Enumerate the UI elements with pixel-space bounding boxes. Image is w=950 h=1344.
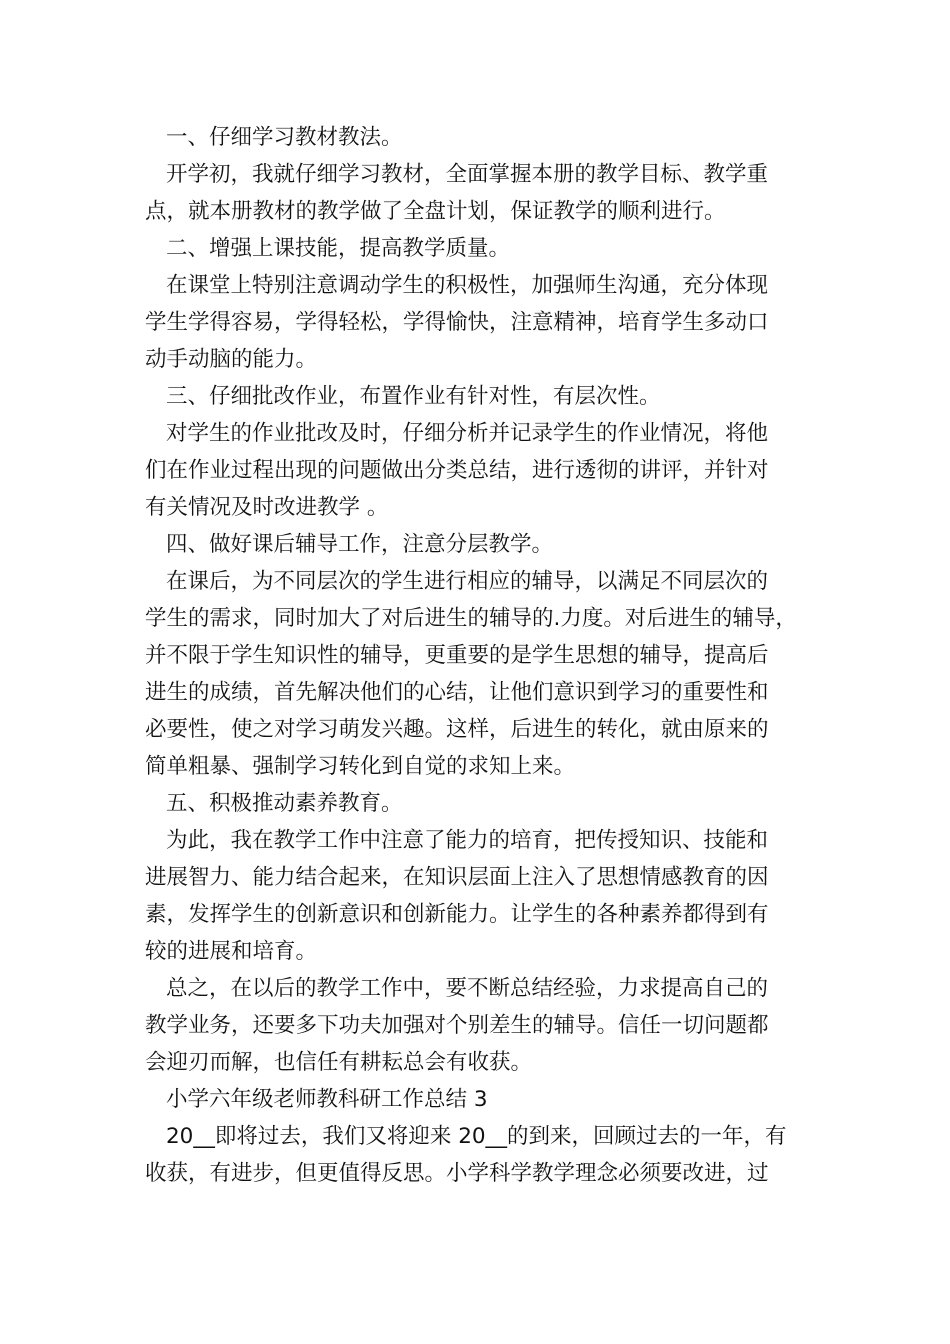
paragraph-line: 简单粗暴、强制学习转化到自觉的求知上来。 xyxy=(145,754,576,779)
section-title: 小学六年级老师教科研工作总结 3 xyxy=(166,1087,488,1112)
paragraph-line: 点，就本册教材的教学做了全盘计划，保证教学的顺利进行。 xyxy=(145,199,726,224)
paragraph-line: 开学初，我就仔细学习教材，全面掌握本册的教学目标、教学重 xyxy=(166,162,769,187)
paragraph-line: 20__即将过去，我们又将迎来 20__的到来，回顾过去的一年，有 xyxy=(166,1124,787,1149)
heading-5: 五、积极推动素养教育。 xyxy=(166,791,403,816)
paragraph-line: 在课堂上特别注意调动学生的积极性，加强师生沟通，充分体现 xyxy=(166,273,769,298)
paragraph-line: 进展智力、能力结合起来，在知识层面上注入了思想情感教育的因 xyxy=(145,865,769,890)
paragraph-line: 们在作业过程出现的问题做出分类总结，进行透彻的讲评，并针对 xyxy=(145,458,769,483)
paragraph-line: 总之，在以后的教学工作中，要不断总结经验，力求提高自己的 xyxy=(166,976,769,1001)
paragraph-line: 较的进展和培育。 xyxy=(145,939,318,964)
paragraph-line: 动手动脑的能力。 xyxy=(145,347,318,372)
paragraph-line: 并不限于学生知识性的辅导，更重要的是学生思想的辅导，提高后 xyxy=(145,643,769,668)
paragraph-line: 有关情况及时改进教学 。 xyxy=(145,495,389,520)
paragraph-line: 素，发挥学生的创新意识和创新能力。让学生的各种素养都得到有 xyxy=(145,902,769,927)
paragraph-line: 教学业务，还要多下功夫加强对个别差生的辅导。信任一切问题都 xyxy=(145,1013,769,1038)
paragraph-line: 收获，有进步，但更值得反思。小学科学教学理念必须要改进，过 xyxy=(145,1161,769,1186)
heading-3: 三、仔细批改作业，布置作业有针对性，有层次性。 xyxy=(166,384,661,409)
paragraph-line: 学生的需求，同时加大了对后进生的辅导的.力度。对后进生的辅导， xyxy=(145,606,797,631)
paragraph-line: 对学生的作业批改及时，仔细分析并记录学生的作业情况，将他 xyxy=(166,421,769,446)
paragraph-line: 在课后，为不同层次的学生进行相应的辅导，以满足不同层次的 xyxy=(166,569,769,594)
paragraph-line: 进生的成绩，首先解决他们的心结，让他们意识到学习的重要性和 xyxy=(145,680,769,705)
paragraph-line: 为此，我在教学工作中注意了能力的培育，把传授知识、技能和 xyxy=(166,828,769,853)
heading-4: 四、做好课后辅导工作，注意分层教学。 xyxy=(166,532,554,557)
heading-2: 二、增强上课技能，提高教学质量。 xyxy=(166,236,511,261)
paragraph-line: 学生学得容易，学得轻松，学得愉快，注意精神，培育学生多动口 xyxy=(145,310,769,335)
paragraph-line: 会迎刃而解，也信任有耕耘总会有收获。 xyxy=(145,1050,533,1075)
heading-1: 一、仔细学习教材教法。 xyxy=(166,125,403,150)
paragraph-line: 必要性，使之对学习萌发兴趣。这样，后进生的转化，就由原来的 xyxy=(145,717,769,742)
